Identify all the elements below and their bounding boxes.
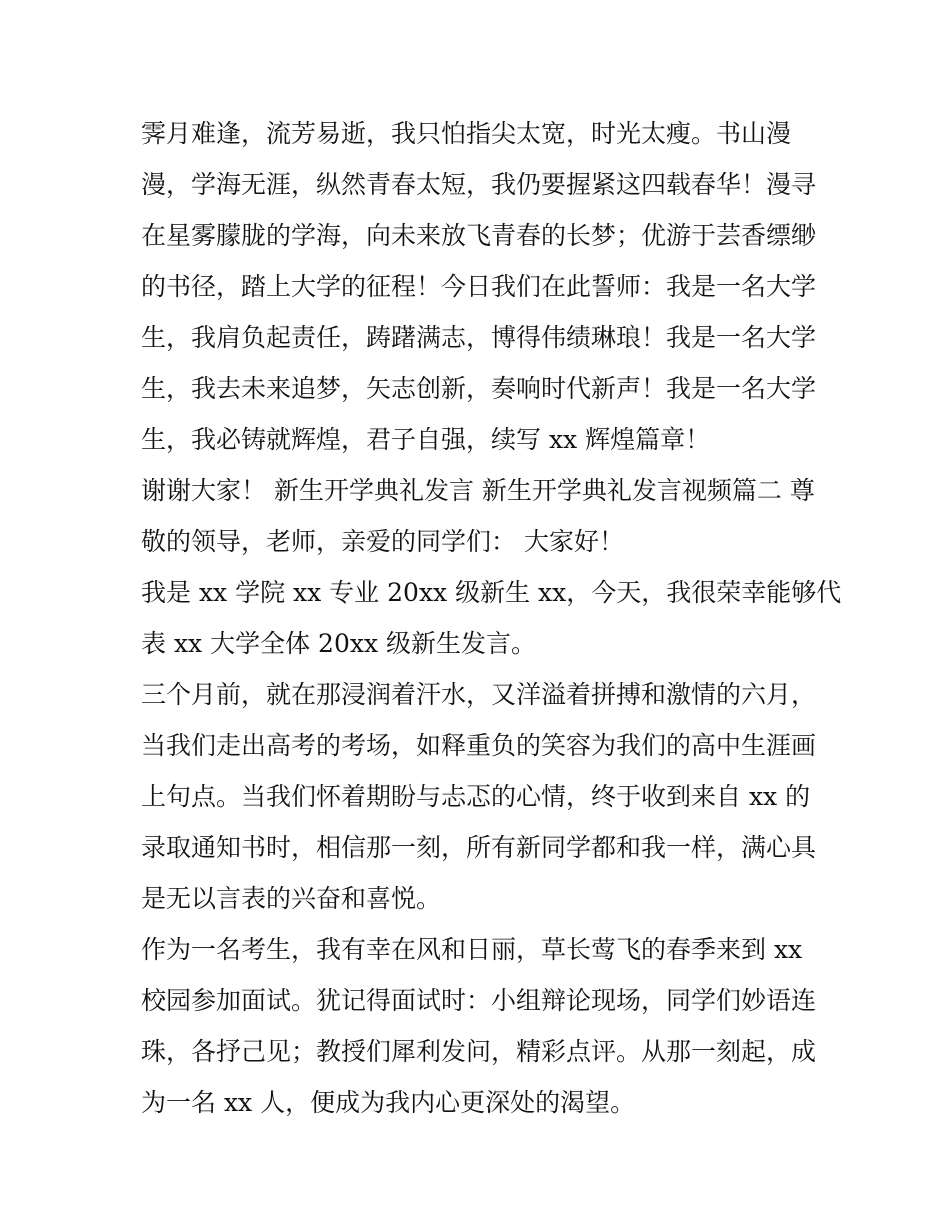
text-line: 为一名 xx 人，便成为我内心更深处的渴望。 <box>141 1088 636 1117</box>
text-line: 是无以言表的兴奋和喜悦。 <box>141 884 442 913</box>
paragraph-introduction <box>141 567 842 669</box>
paragraph-interview <box>141 924 817 1128</box>
text-line: 生，我肩负起责任，踌躇满志，博得伟绩琳琅！我是一名大学 <box>141 323 817 352</box>
text-line: 三个月前，就在那浸润着汗水，又洋溢着拼搏和激情的六月， <box>141 680 817 709</box>
text-line: 我是 xx 学院 xx 专业 20xx 级新生 xx，今天，我很荣幸能够代 <box>141 578 842 607</box>
text-line: 的书径，踏上大学的征程！今日我们在此誓师：我是一名大学 <box>141 272 817 301</box>
document-body <box>141 108 842 1128</box>
text-line: 作为一名考生，我有幸在风和日丽，草长莺飞的春季来到 xx <box>141 935 803 964</box>
text-line: 上句点。当我们怀着期盼与忐忑的心情，终于收到来自 xx 的 <box>141 782 811 811</box>
text-line: 谢谢大家！ 新生开学典礼发言 新生开学典礼发言视频篇二 尊 <box>141 476 815 505</box>
text-line: 生，我去未来追梦，矢志创新，奏响时代新声！我是一名大学 <box>141 374 817 403</box>
text-line: 漫，学海无涯，纵然青春太短，我仍要握紧这四载春华！漫寻 <box>141 170 817 199</box>
text-line: 敬的领导，老师，亲爱的同学们： 大家好！ <box>141 527 624 556</box>
text-line: 霁月难逢，流芳易逝，我只怕指尖太宽，时光太瘦。书山漫 <box>141 119 792 148</box>
paragraph-pledge <box>141 108 817 465</box>
text-line: 表 xx 大学全体 20xx 级新生发言。 <box>141 629 536 658</box>
text-line: 录取通知书时，相信那一刻，所有新同学都和我一样，满心具 <box>141 833 817 862</box>
paragraph-admission <box>141 669 817 924</box>
text-line: 珠，各抒己见；教授们犀利发问，精彩点评。从那一刻起，成 <box>141 1037 817 1066</box>
text-line: 当我们走出高考的考场，如释重负的笑容为我们的高中生涯画 <box>141 731 817 760</box>
text-line: 生，我必铸就辉煌，君子自强，续写 xx 辉煌篇章！ <box>141 425 711 454</box>
text-line: 校园参加面试。犹记得面试时：小组辩论现场，同学们妙语连 <box>141 986 817 1015</box>
paragraph-thanks-heading <box>141 465 813 567</box>
text-line: 在星雾朦胧的学海，向未来放飞青春的长梦；优游于芸香缥缈 <box>141 221 817 250</box>
